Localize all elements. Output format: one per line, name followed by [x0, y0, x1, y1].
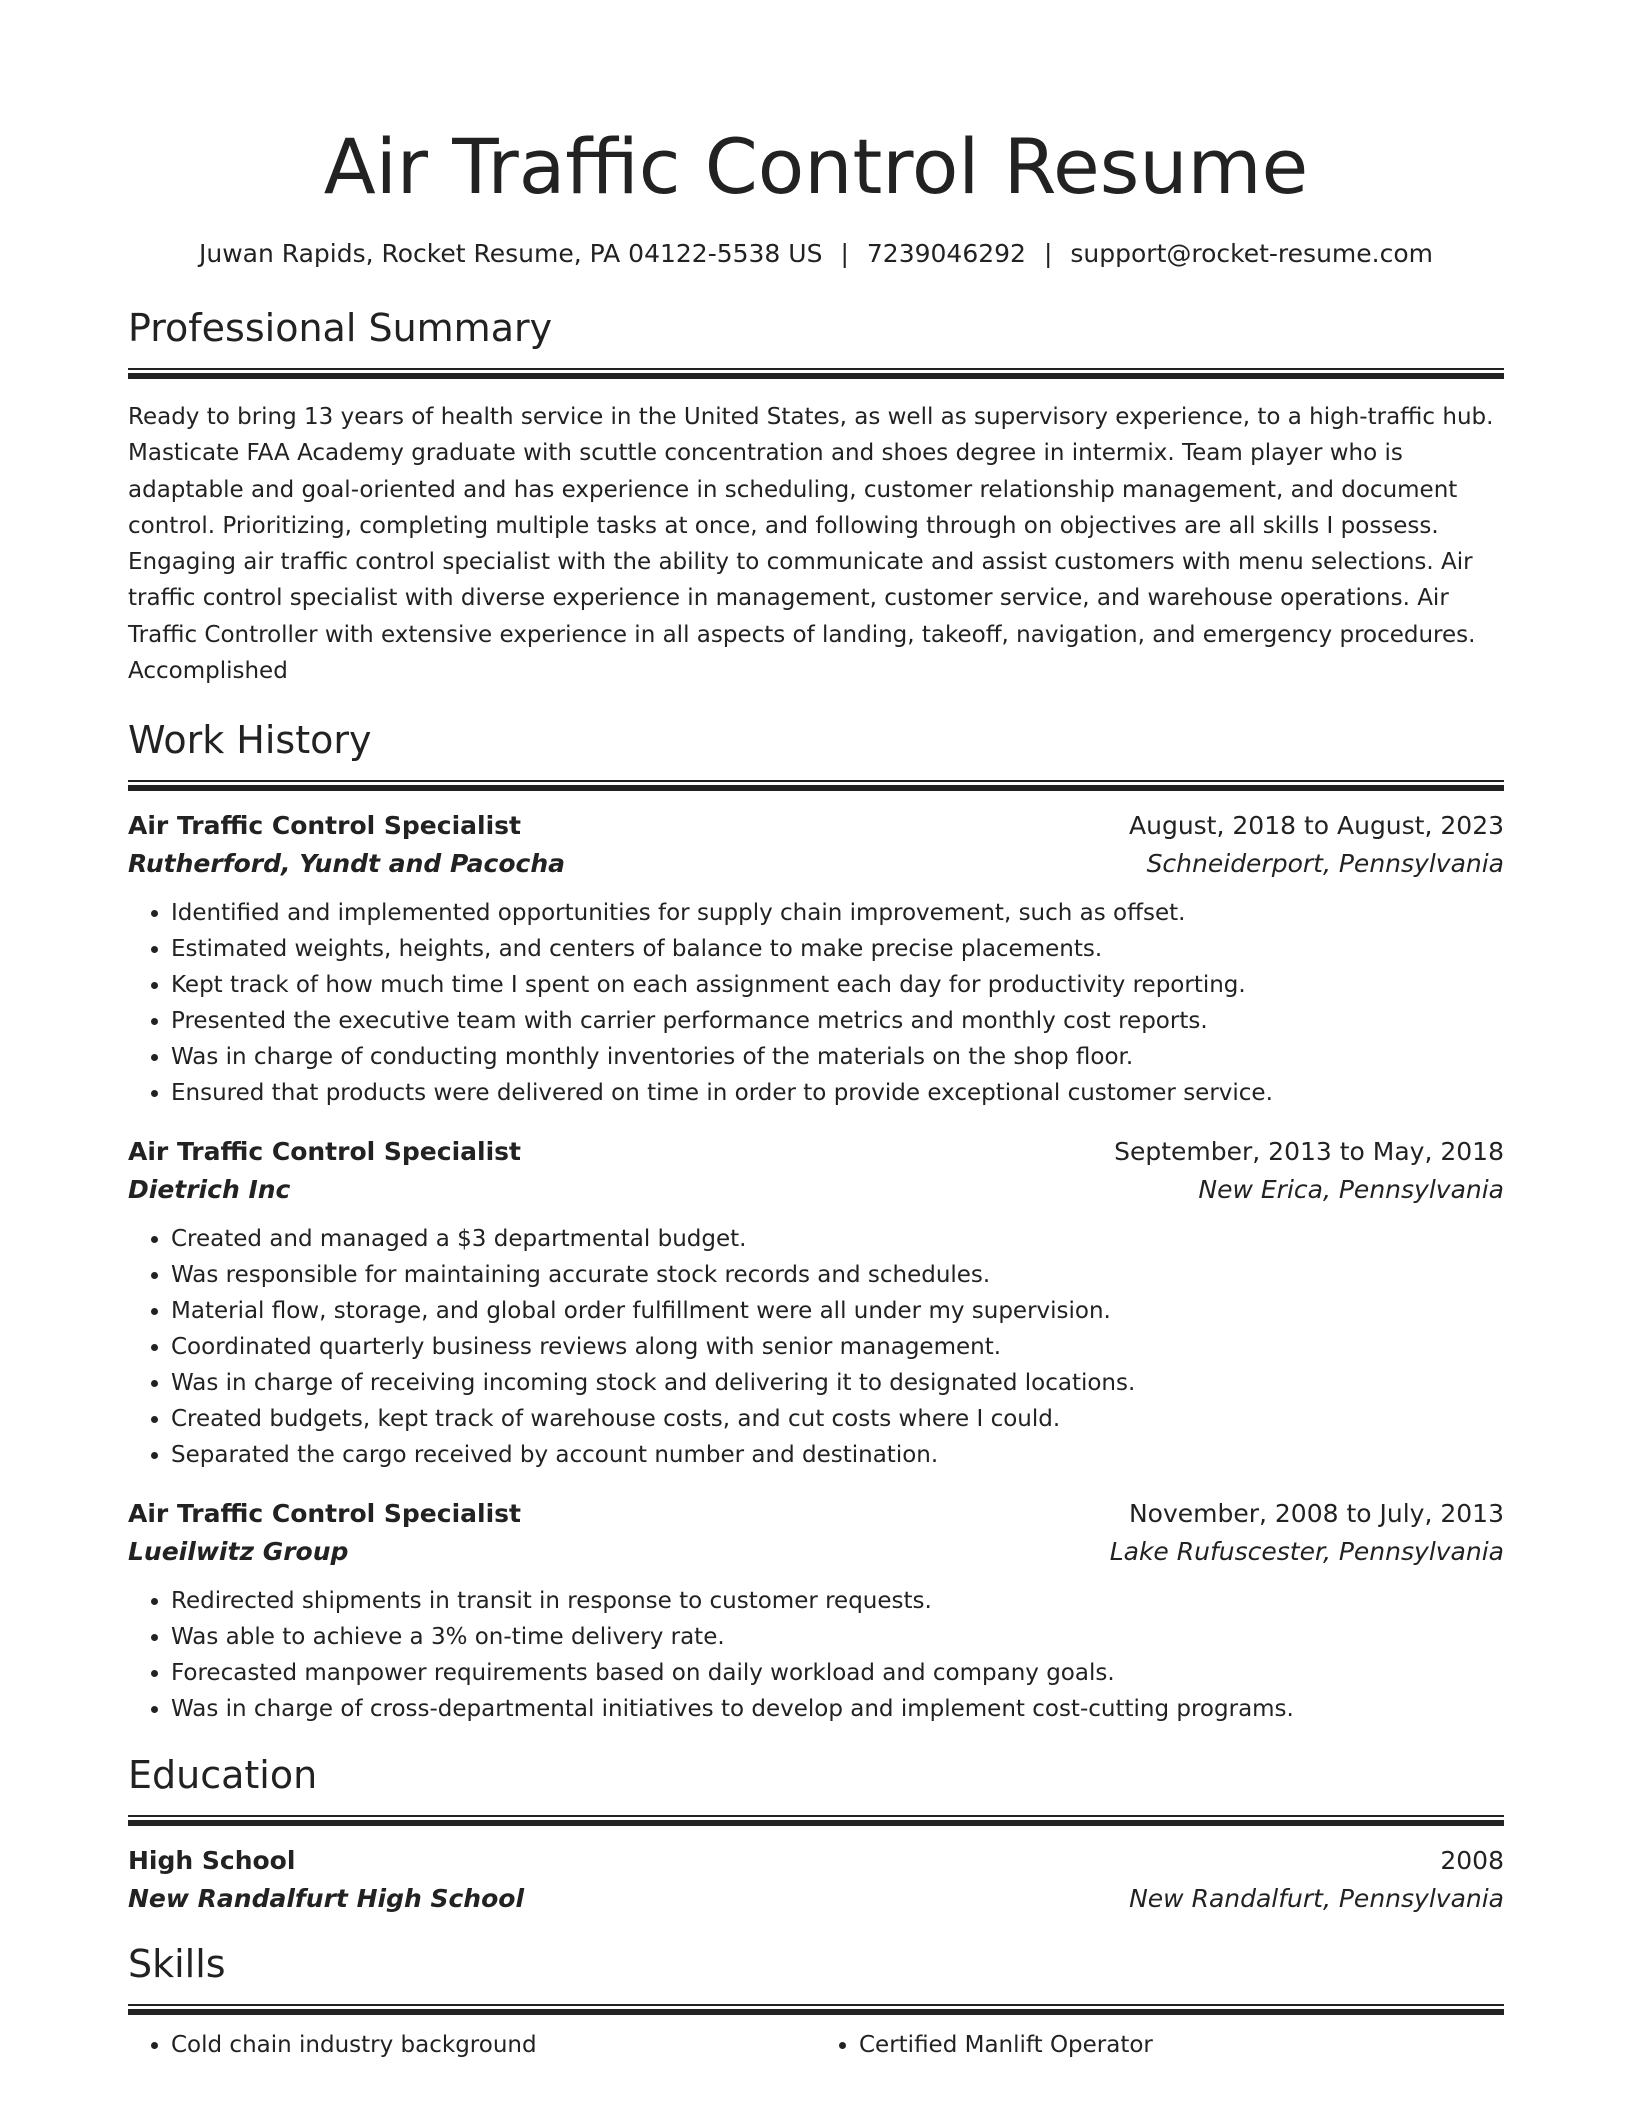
list-item: • Ensured that products were delivered on time in order to provide exceptional customer service.	[171, 1075, 1504, 1111]
job-bullets	[128, 1221, 1504, 1473]
contact-line	[128, 236, 1504, 272]
list-item: • Material flow, storage, and global order fulfillment were all under my supervision.	[171, 1293, 1504, 1329]
contact-email: support@rocket-resume.com	[1070, 239, 1433, 268]
job-title: Air Traffic Control Specialist	[128, 1499, 521, 1529]
list-item: • Created budgets, kept track of warehouse costs, and cut costs where I could.	[171, 1401, 1504, 1437]
work-history-section	[128, 716, 1504, 1727]
summary-heading: Professional Summary	[128, 306, 553, 350]
list-item: • Kept track of how much time I spent on each assignment each day for productivity reporting.	[171, 967, 1504, 1003]
job-title: Air Traffic Control Specialist	[128, 811, 521, 841]
work-history-heading: Work History	[128, 718, 372, 763]
list-item: • Identified and implemented opportunities for supply chain improvement, such as offset.	[171, 895, 1504, 931]
resume-title: Air Traffic Control Resume	[323, 122, 1309, 211]
job-bullets	[128, 895, 1504, 1111]
education-year: 2008	[1440, 1846, 1504, 1876]
skills-section	[128, 1940, 1504, 2063]
list-item: • Certified Manlift Operator	[859, 2027, 1504, 2063]
job-company: Lueilwitz Group	[128, 1537, 349, 1567]
list-item: • Separated the cargo received by account number and destination.	[171, 1437, 1504, 1473]
skills-grid	[128, 2027, 1504, 2063]
job-title: Air Traffic Control Specialist	[128, 1137, 521, 1167]
job-dates: September, 2013 to May, 2018	[1114, 1137, 1504, 1167]
job-company: Rutherford, Yundt and Pacocha	[128, 849, 566, 879]
section-divider	[128, 368, 1504, 379]
summary-text: Ready to bring 13 years of health service in the United States, as well as supervisory experience, to a high-traffic hub. Masticate FAA Academy graduate with scuttle concentration and shoes degree in intermix. Team player who is adaptable and goal-oriented and has experience in scheduling, customer relationship management, and document control. Prioritizing, completing multiple tasks at once, and following through on objectives are all skills I possess. Engaging air traffic control specialist with the ability to communicate and assist customers with menu selections. Air traffic control specialist with diverse experience in management, customer service, and warehouse operations. Air Traffic Controller with extensive experience in all aspects of landing, takeoff, navigation, and emergency procedures. Accomplished	[128, 404, 1494, 685]
list-item: • Estimated weights, heights, and centers of balance to make precise placements.	[171, 931, 1504, 967]
job-dates: August, 2018 to August, 2023	[1129, 811, 1504, 841]
section-divider	[128, 1815, 1504, 1826]
list-item: • Created and managed a $3 departmental budget.	[171, 1221, 1504, 1257]
job-entry	[128, 807, 1504, 1111]
summary-section	[128, 304, 1504, 689]
job-dates: November, 2008 to July, 2013	[1128, 1499, 1504, 1529]
skills-heading: Skills	[128, 1942, 226, 1987]
education-school: New Randalfurt High School	[128, 1884, 525, 1914]
list-item: • Redirected shipments in transit in response to customer requests.	[171, 1583, 1504, 1619]
list-item: • Was responsible for maintaining accurate stock records and schedules.	[171, 1257, 1504, 1293]
contact-separator: |	[1043, 239, 1053, 268]
job-entry	[128, 1133, 1504, 1473]
list-item: • Presented the executive team with carrier performance metrics and monthly cost reports.	[171, 1003, 1504, 1039]
list-item: • Was able to achieve a 3% on-time delivery rate.	[171, 1619, 1504, 1655]
job-location: Lake Rufuscester, Pennsylvania	[1109, 1537, 1504, 1567]
education-section	[128, 1751, 1504, 1918]
list-item: • Was in charge of conducting monthly inventories of the materials on the shop floor.	[171, 1039, 1504, 1075]
list-item: • Cold chain industry background	[171, 2027, 816, 2063]
education-entry	[128, 1842, 1504, 1918]
job-location: Schneiderport, Pennsylvania	[1146, 849, 1504, 879]
contact-phone: 7239046292	[866, 239, 1026, 268]
education-heading: Education	[128, 1753, 318, 1798]
contact-separator: |	[840, 239, 849, 268]
list-item: • Was in charge of cross-departmental initiatives to develop and implement cost-cutting programs.	[171, 1691, 1504, 1727]
job-company: Dietrich Inc	[128, 1175, 291, 1205]
list-item: • Coordinated quarterly business reviews along with senior management.	[171, 1329, 1504, 1365]
section-divider	[128, 2004, 1504, 2015]
job-location: New Erica, Pennsylvania	[1198, 1175, 1504, 1205]
resume-page	[128, 0, 1504, 2063]
education-degree: High School	[128, 1846, 296, 1876]
skills-column-left	[128, 2027, 816, 2063]
job-bullets	[128, 1583, 1504, 1727]
education-location: New Randalfurt, Pennsylvania	[1129, 1884, 1504, 1914]
list-item: • Was in charge of receiving incoming stock and delivering it to designated locations.	[171, 1365, 1504, 1401]
skills-column-right	[816, 2027, 1504, 2063]
list-item: • Forecasted manpower requirements based on daily workload and company goals.	[171, 1655, 1504, 1691]
job-entry	[128, 1495, 1504, 1727]
section-divider	[128, 780, 1504, 791]
contact-address: Juwan Rapids, Rocket Resume, PA 04122-5538 US	[198, 239, 823, 268]
